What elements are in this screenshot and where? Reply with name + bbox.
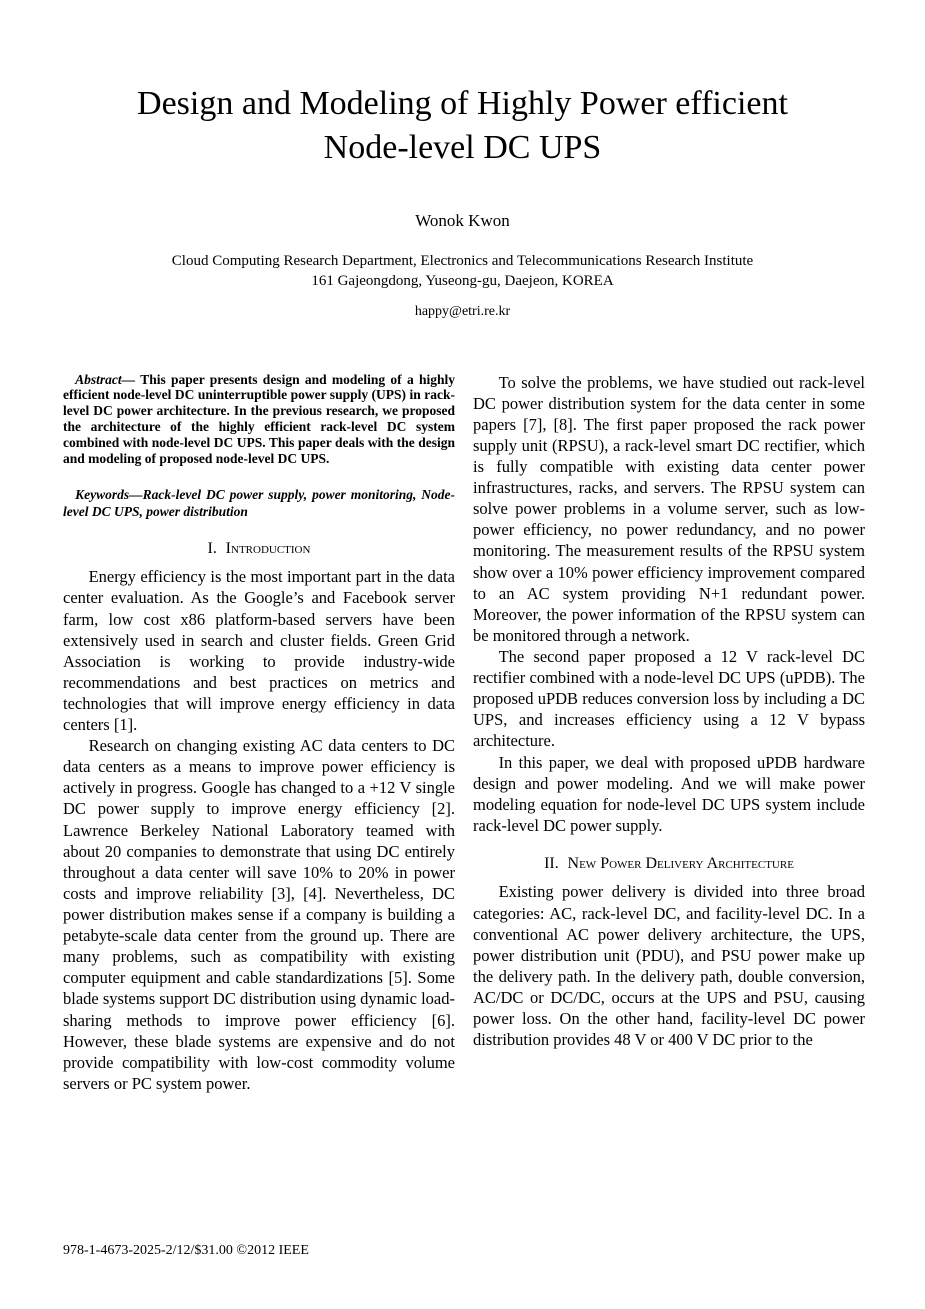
paragraph: The second paper proposed a 12 V rack-level DC rectifier combined with a node-level DC UPS (uPDB). The proposed uPDB reduces conversion loss by including a DC UPS, and increases efficiency using a 12 V bypass architecture. bbox=[473, 646, 865, 751]
affiliation-line-2: 161 Gajeongdong, Yuseong-gu, Daejeon, KOREA bbox=[311, 273, 614, 290]
affiliation-line-1: Cloud Computing Research Department, Electronics and Telecommunications Research Institute bbox=[171, 253, 754, 270]
keywords bbox=[63, 487, 455, 521]
paper-title-line-1: Design and Modeling of Highly Power efficient bbox=[137, 85, 788, 122]
section-title: Introduction bbox=[225, 539, 311, 557]
paragraph: To solve the problems, we have studied out rack-level DC power distribution system for the data center in some papers [7], [8]. The first paper proposed the rack power supply unit (RPSU), a rack-level smart DC rectifier, which is fully compatible with existing data center power infrastructures, racks, and servers. The RPSU system can solve power problems in a volume server, such as low-power efficiency, no power redundancy, and no power monitoring. The measurement results of the RPSU system show over a 10% power efficiency improvement compared to an AC system providing N+1 redundant power. Moreover, the power information of the RPSU system can be monitored through a network. bbox=[473, 372, 865, 645]
paragraph: Research on changing existing AC data centers to DC data centers as a means to improve power efficiency is actively in progress. Google has changed to a +12 V single DC power supply to improve energy efficiency [2]. Lawrence Berkeley National Laboratory teamed with about 20 companies to demonstrate that using DC entirely throughout a data center will save 10% to 20% in power costs and improve reliability [3], [4]. Nevertheless, DC power distribution makes sense if a company is building a petabyte-scale data center from the ground up. There are many problems, such as compatibility with existing computer equipment and cable standardizations [5]. Some blade systems support DC distribution using dynamic load-sharing methods to improve power efficiency [6]. However, these blade systems are expensive and do not provide compatibility with low-cost commodity volume servers or PC system power. bbox=[63, 736, 455, 1093]
copyright-notice: 978-1-4673-2025-2/12/$31.00 ©2012 IEEE bbox=[63, 1243, 309, 1258]
keywords-text: Rack-level DC power supply, power monitoring, Node-level DC UPS, power distribution bbox=[63, 487, 455, 519]
paragraph: In this paper, we deal with proposed uPDB hardware design and power modeling. And we will make power modeling equation for node-level DC UPS system include rack-level DC power supply. bbox=[473, 752, 865, 835]
section-heading-new-power-delivery-architecture bbox=[473, 854, 865, 874]
affiliation-block bbox=[0, 251, 925, 292]
author-name: Wonok Kwon bbox=[415, 211, 510, 231]
section-number: I. bbox=[207, 539, 217, 557]
right-column bbox=[473, 372, 865, 1094]
abstract bbox=[63, 372, 455, 468]
paper-title-line-2: Node-level DC UPS bbox=[323, 128, 602, 166]
section-number: II. bbox=[544, 854, 559, 872]
section-title: New Power Delivery Architecture bbox=[567, 854, 794, 872]
keywords-label: Keywords— bbox=[75, 487, 143, 503]
paper-title bbox=[0, 0, 925, 169]
abstract-label: Abstract— bbox=[75, 371, 136, 387]
paragraph: Existing power delivery is divided into three broad categories: AC, rack-level DC, and facility-level DC. In a conventional AC power delivery architecture, the UPS, power distribution unit (PDU), and PSU power make up the delivery path. In the delivery path, double conversion, AC/DC or DC/DC, occurs at the UPS and PSU, causing power loss. On the other hand, facility-level DC power distribution provides 48 V or 400 V DC prior to the bbox=[473, 882, 865, 1050]
left-column bbox=[63, 372, 455, 1094]
abstract-text: This paper presents design and modeling of a highly efficient node-level DC uninterruptible power supply (UPS) in rack-level DC power architecture. In the previous research, we proposed the architecture of the highly efficient rack-level DC system combined with node-level DC UPS. This paper deals with the design and modeling of proposed node-level DC UPS. bbox=[63, 371, 455, 467]
section-heading-introduction bbox=[63, 539, 455, 559]
paragraph: Energy efficiency is the most important part in the data center evaluation. As the Google’s and Facebook server farm, low cost x86 platform-based servers have been extensively used in search and cluster fields. Green Grid Association is working to provide industry-wide recommendations and best practices on metrics and technologies that will improve energy efficiency in data centers [1]. bbox=[63, 567, 455, 735]
two-column-body bbox=[63, 372, 865, 1094]
author-email: happy@etri.re.kr bbox=[414, 303, 511, 319]
